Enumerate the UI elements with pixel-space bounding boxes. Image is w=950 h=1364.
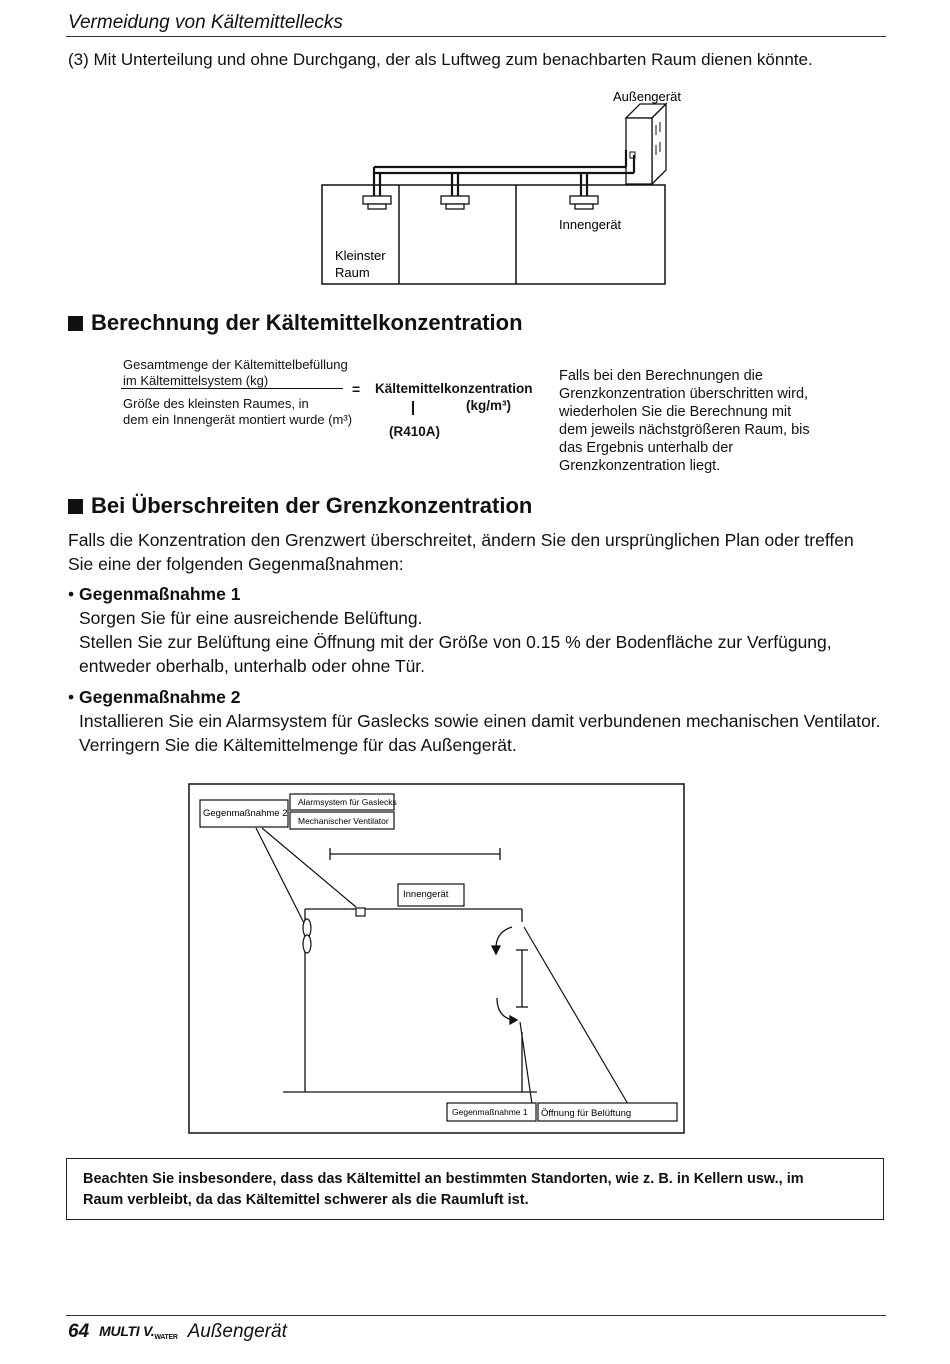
formula-numerator-line2: im Kältemittelsystem (kg) bbox=[123, 373, 269, 388]
measure-2-block bbox=[68, 685, 881, 757]
measure-1-line2: Stellen Sie zur Belüftung eine Öffnung mit der Größe von 0.15 % der Bodenfläche zur Verfügung, bbox=[79, 632, 832, 652]
calculation-note-line: das Ergebnis unterhalb der bbox=[559, 440, 734, 456]
formula-result-unit: (kg/m³) bbox=[466, 398, 511, 413]
brand-logo bbox=[99, 1323, 177, 1341]
formula-denominator-line1: Größe des kleinsten Raumes, in bbox=[123, 396, 309, 411]
measure1-label: Gegenmaßnahme 1 bbox=[452, 1107, 528, 1117]
brand-logo-sub: WATER bbox=[154, 1334, 178, 1341]
alarm-label: Alarmsystem für Gaslecks bbox=[298, 797, 397, 807]
footer-divider bbox=[66, 1315, 886, 1316]
calculation-note-line: dem jeweils nächstgrößeren Raum, bis bbox=[559, 422, 810, 438]
intro-text: (3) Mit Unterteilung und ohne Durchgang, der als Luftweg zum benachbarten Raum dienen könnte. bbox=[68, 50, 813, 69]
calculation-note-line: wiederholen Sie die Berechnung mit bbox=[559, 404, 792, 420]
calculation-note-line: Grenzkonzentration liegt. bbox=[559, 458, 721, 474]
formula-denominator-line2: dem ein Innengerät montiert wurde (m³) bbox=[123, 412, 353, 427]
outdoor-unit-label: Außengerät bbox=[613, 89, 681, 104]
measure-2-title: Gegenmaßnahme 2 bbox=[79, 687, 241, 707]
formula-equals-sign: = bbox=[352, 381, 361, 397]
fraction-bar bbox=[121, 388, 343, 389]
heavy-refrigerant-note-line1: Beachten Sie insbesondere, dass das Kältemittel an bestimmten Standorten, wie z. B. in Kellern usw., im bbox=[83, 1171, 804, 1187]
formula-denominator bbox=[123, 396, 352, 428]
bullet-mark: • bbox=[68, 687, 75, 707]
room-layout-diagram bbox=[0, 0, 950, 300]
indoor-unit-2 bbox=[441, 196, 469, 209]
formula-result-label: Kältemittelkonzentration bbox=[375, 381, 533, 396]
formula-refrigerant: (R410A) bbox=[389, 424, 441, 439]
measure-2-line2: Verringern Sie die Kältemittelmenge für das Außengerät. bbox=[79, 735, 517, 755]
heading-square-icon bbox=[68, 316, 83, 331]
brand-logo-text: MULTI V. bbox=[99, 1323, 155, 1339]
heavy-refrigerant-note-line2: Raum verbleibt, da das Kältemittel schwerer als die Raumluft ist. bbox=[83, 1192, 529, 1208]
opening-label: Öffnung für Belüftung bbox=[541, 1108, 632, 1119]
calculation-note-line: Grenzkonzentration überschritten wird, bbox=[559, 386, 809, 402]
exceeding-paragraph bbox=[68, 528, 854, 576]
section-heading-exceeding-text: Bei Überschreiten der Grenzkonzentration bbox=[91, 493, 533, 518]
section-heading-exceeding bbox=[68, 493, 532, 519]
section-heading-calculation bbox=[68, 310, 523, 336]
diagram-frame bbox=[189, 784, 684, 1133]
heading-square-icon bbox=[68, 499, 83, 514]
formula-pointer-line bbox=[412, 401, 414, 415]
smallest-room-label-line2: Raum bbox=[335, 265, 370, 280]
measure-1-title: Gegenmaßnahme 1 bbox=[79, 584, 241, 604]
calculation-note-line: Falls bei den Berechnungen die bbox=[559, 368, 763, 384]
countermeasure-diagram bbox=[0, 770, 950, 1150]
formula-numerator bbox=[123, 357, 348, 389]
heavy-refrigerant-note bbox=[66, 1158, 884, 1220]
indoor-unit-1 bbox=[363, 196, 391, 209]
gas-leak-alarm-icon bbox=[356, 908, 365, 916]
smallest-room-label-line1: Kleinster bbox=[335, 248, 386, 263]
section-heading-calculation-text: Berechnung der Kältemittelkonzentration bbox=[91, 310, 523, 335]
indoor-unit-3 bbox=[570, 196, 598, 209]
footer bbox=[68, 1321, 287, 1343]
exceeding-paragraph-line1: Falls die Konzentration den Grenzwert überschreitet, ändern Sie den ursprünglichen Plan oder treffen bbox=[68, 530, 854, 550]
measure2-label: Gegenmaßnahme 2 bbox=[203, 808, 288, 819]
refrigerant-pipes bbox=[374, 150, 634, 196]
header-title: Vermeidung von Kältemittellecks bbox=[68, 12, 343, 33]
formula-numerator-line1: Gesamtmenge der Kältemittelbefüllung bbox=[123, 357, 348, 372]
measure-1-line3: entweder oberhalb, unterhalb oder ohne Tür. bbox=[79, 656, 426, 676]
measure-1-block bbox=[68, 582, 832, 678]
footer-section-title: Außengerät bbox=[187, 1321, 287, 1342]
page-number: 64 bbox=[68, 1321, 90, 1342]
bullet-mark: • bbox=[68, 584, 75, 604]
fan-label: Mechanischer Ventilator bbox=[298, 816, 389, 826]
measure-2-line1: Installieren Sie ein Alarmsystem für Gaslecks sowie einen damit verbundenen mechanischen Ventilator. bbox=[79, 711, 881, 731]
calculation-note bbox=[559, 367, 849, 475]
indoor-unit-label: Innengerät bbox=[559, 217, 622, 232]
exceeding-paragraph-line2: Sie eine der folgenden Gegenmaßnahmen: bbox=[68, 554, 404, 574]
indoor-unit-label: Innengerät bbox=[403, 889, 449, 900]
measure-1-line1: Sorgen Sie für eine ausreichende Belüftung. bbox=[79, 608, 423, 628]
